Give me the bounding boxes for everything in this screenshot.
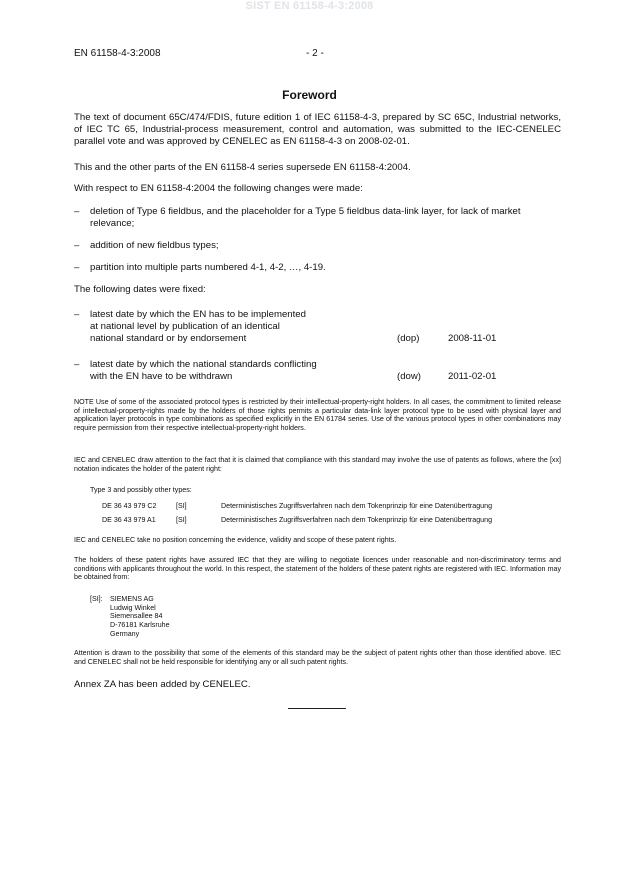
- patent-number: DE 36 43 979 A1: [102, 516, 156, 524]
- type3-label: Type 3 and possibly other types:: [90, 486, 192, 494]
- date-value: 2011-02-01: [448, 371, 497, 382]
- date-code: (dow): [397, 371, 421, 382]
- list-bullet: –: [74, 262, 80, 273]
- date-item-text: latest date by which the national standards conflicting with the EN have to be withdrawn: [90, 359, 317, 382]
- supersede-paragraph: This and the other parts of the EN 61158-4 series supersede EN 61158-4:2004.: [74, 162, 411, 173]
- patent-holder: [SI]: [176, 502, 187, 510]
- patent-title: Deterministisches Zugriffsverfahren nach dem Tokenprinzip für eine Datenübertragung: [221, 502, 493, 510]
- page-number: - 2 -: [306, 48, 324, 59]
- patent-number: DE 36 43 979 C2: [102, 502, 157, 510]
- patent-holder: [SI]: [176, 516, 187, 524]
- date-code: (dop): [397, 333, 420, 344]
- end-separator-line: [288, 708, 346, 709]
- list-bullet: –: [74, 309, 80, 320]
- dates-intro: The following dates were fixed:: [74, 284, 206, 295]
- no-position-statement: IEC and CENELEC take no position concerning the evidence, validity and scope of these patent rights.: [74, 536, 397, 544]
- list-bullet: –: [74, 359, 80, 370]
- note-paragraph: NOTE Use of some of the associated protocol types is restricted by their intellectual-property-right holders. In all cases, the commitment to limited release of intellectual-property-rights made by the holders of those rights permits a particular data-link layer protocol type to be used with physical layer and application layer protocols in type combinations as specified explicitly in the EN 61784 series. Use of the various protocol types in other combinations may require permission from their respective intellectual-property-right holders.: [74, 398, 561, 433]
- changes-intro: With respect to EN 61158-4:2004 the following changes were made:: [74, 183, 363, 194]
- address-tag: [SI]:: [90, 595, 103, 603]
- watermark: SIST EN 61158-4-3:2008: [245, 0, 374, 12]
- list-item: partition into multiple parts numbered 4-1, 4-2, …, 4-19.: [90, 262, 326, 273]
- list-item: deletion of Type 6 fieldbus, and the placeholder for a Type 5 fieldbus data-link layer, for lack of market relevance;: [90, 206, 521, 229]
- attention-paragraph: Attention is drawn to the possibility that some of the elements of this standard may be the subject of patent rights other than those identified above. IEC and CENELEC shall not be held responsible for identifying any or all such patent rights.: [74, 649, 561, 666]
- holders-statement: The holders of these patent rights have assured IEC that they are willing to negotiate licences under reasonable and non-discriminatory terms and conditions with applicants throughout the world. In this respect, the statement of the holders of these patent rights are registered with IEC. Information may be obtained from:: [74, 556, 561, 582]
- document-id: EN 61158-4-3:2008: [74, 48, 161, 59]
- page-title: Foreword: [282, 88, 337, 102]
- intro-paragraph: The text of document 65C/474/FDIS, future edition 1 of IEC 61158-4-3, prepared by SC 65C, Industrial networks, of IEC TC 65, Industrial-process measurement, control and automation, was submitted to the IEC-CENELEC parallel vote and was approved by CENELEC as EN 61158-4-3 on 2008-02-01.: [74, 112, 561, 147]
- date-value: 2008-11-01: [448, 333, 497, 344]
- list-item: addition of new fieldbus types;: [90, 240, 219, 251]
- annex-statement: Annex ZA has been added by CENELEC.: [74, 679, 251, 690]
- address-block: SIEMENS AG Ludwig Winkel Siemensallee 84 D-76181 Karlsruhe Germany: [110, 595, 170, 638]
- patent-title: Deterministisches Zugriffsverfahren nach dem Tokenprinzip für eine Datenübertragung: [221, 516, 493, 524]
- date-item-text: latest date by which the EN has to be implemented at national level by publication of an identical national standard or by endorsement: [90, 309, 306, 344]
- list-bullet: –: [74, 206, 80, 217]
- list-bullet: –: [74, 240, 80, 251]
- patent-intro: IEC and CENELEC draw attention to the fact that it is claimed that compliance with this standard may involve the use of patents as follows, where the [xx] notation indicates the holder of the patent right:: [74, 456, 561, 473]
